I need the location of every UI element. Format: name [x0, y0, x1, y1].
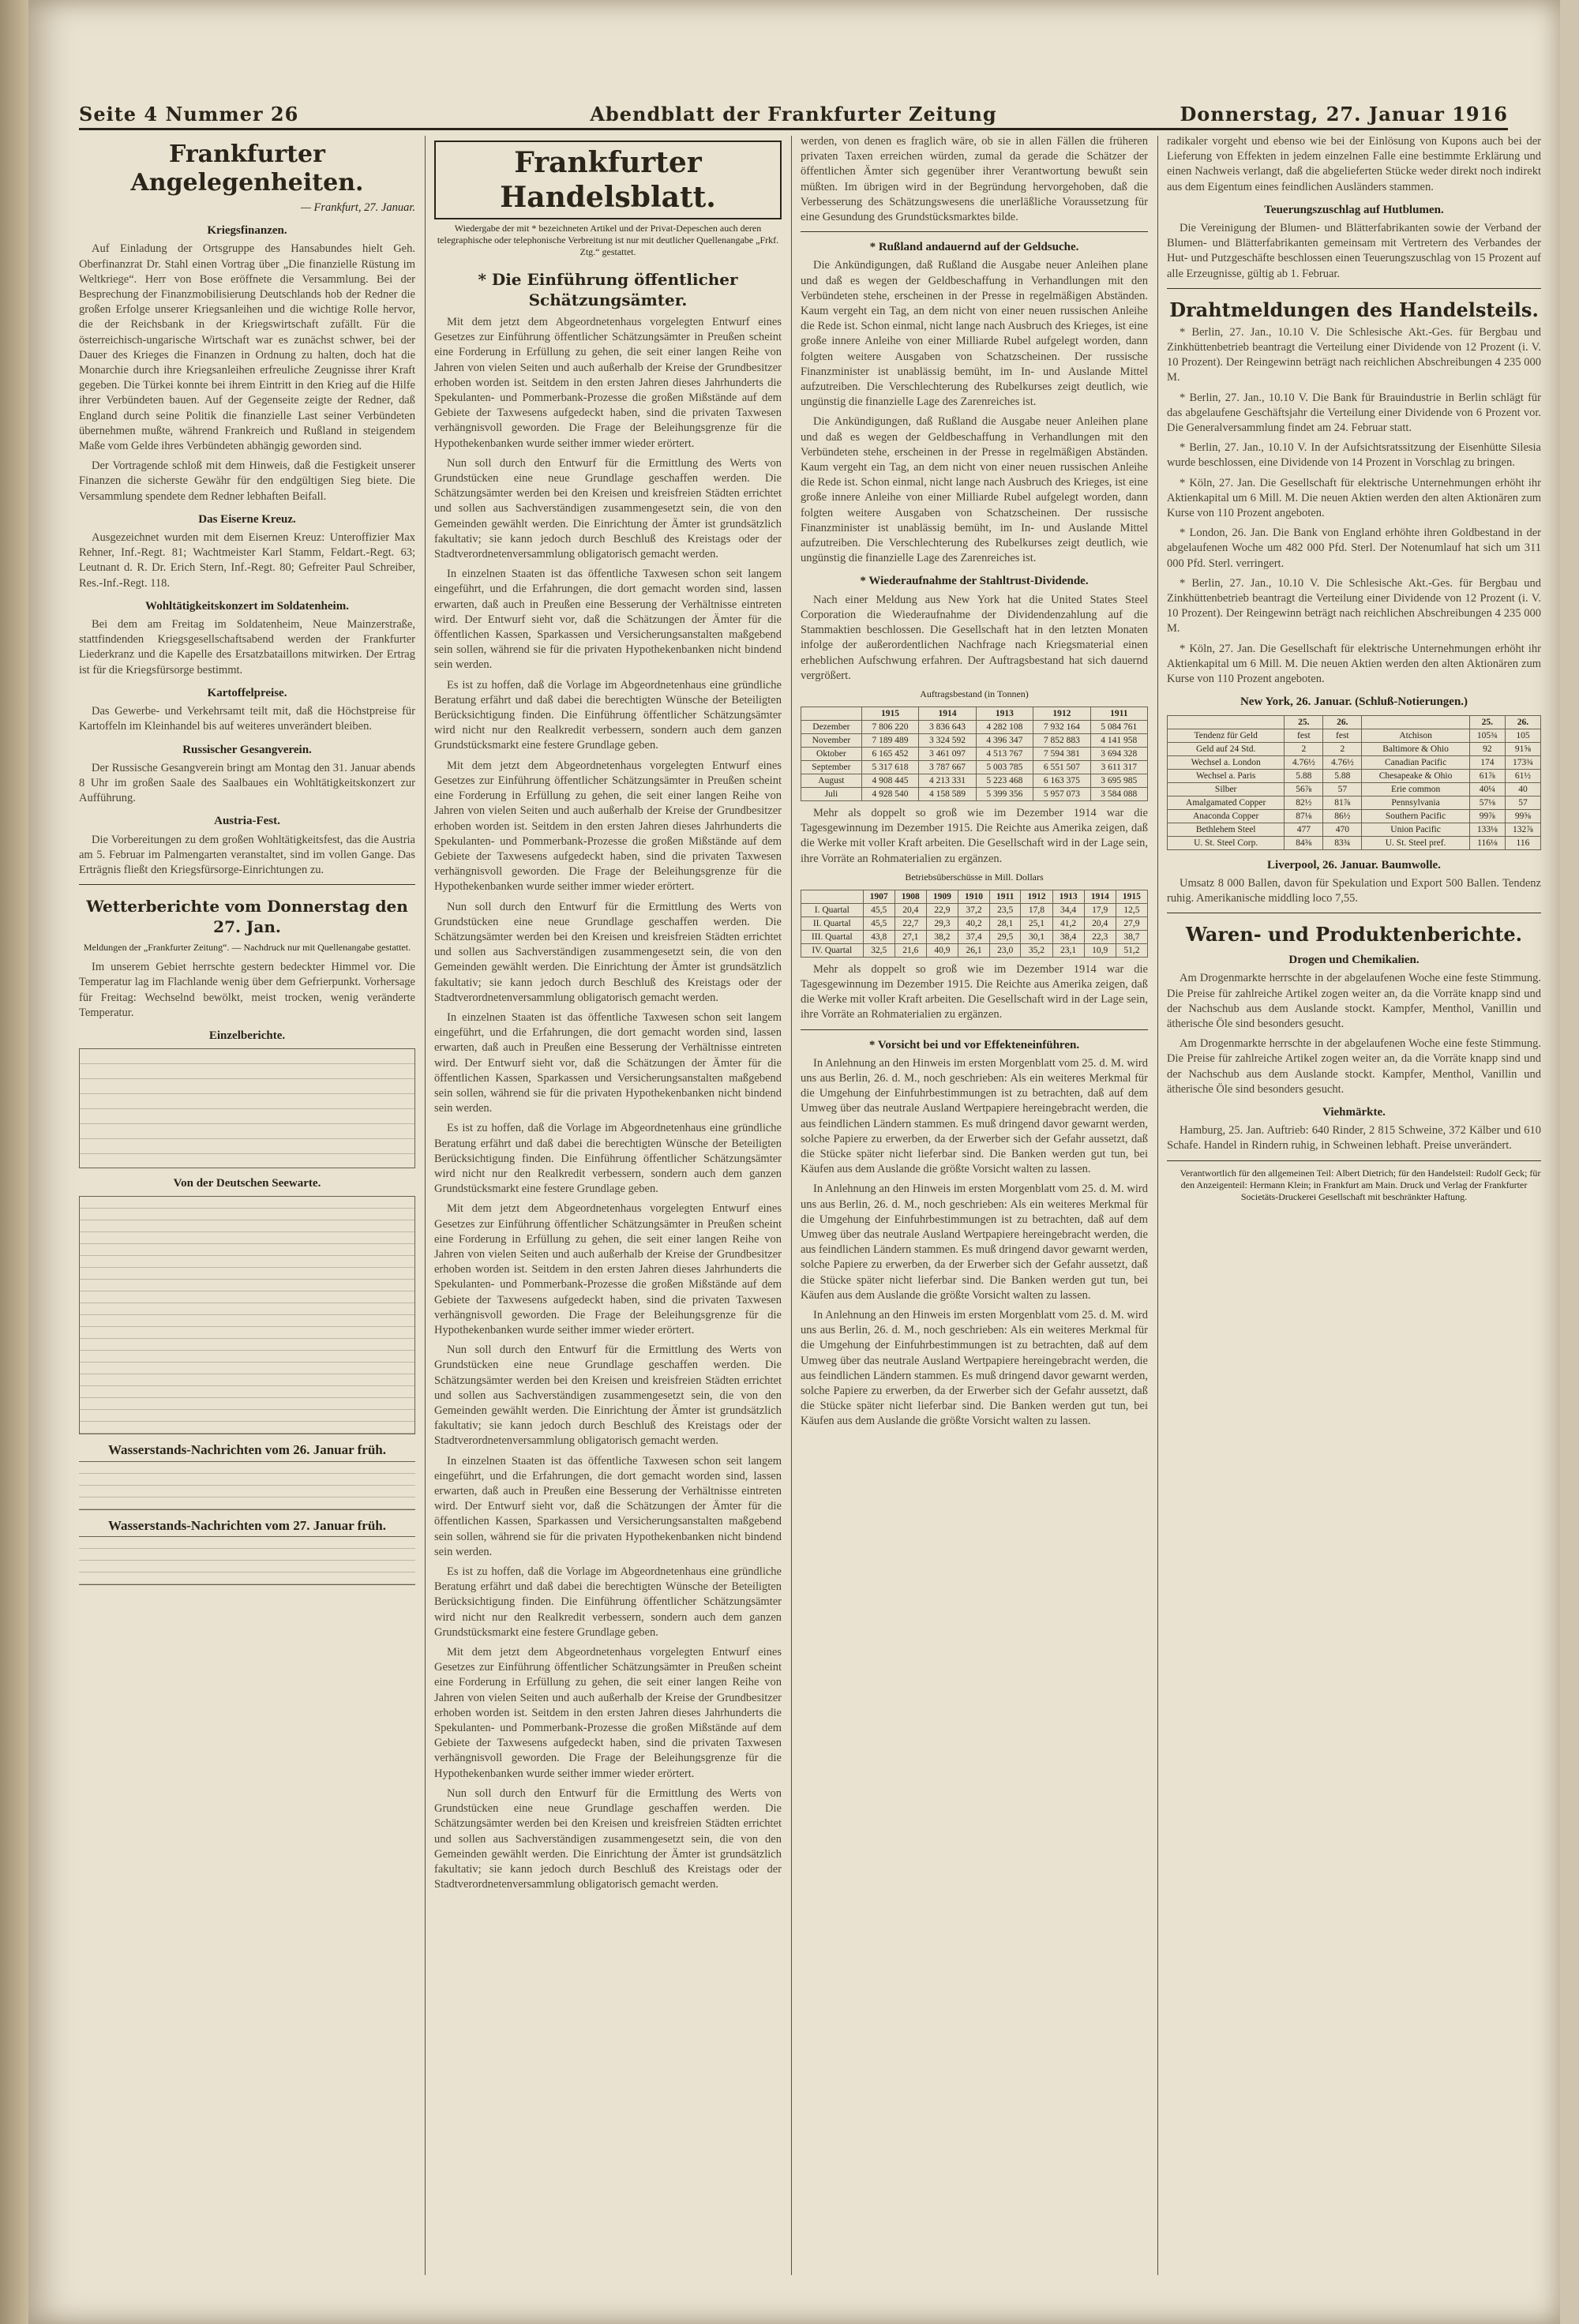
- table-cell: 7 932 164: [1033, 720, 1090, 733]
- article-body: radikaler vorgeht und ebenso wie bei der Einlösung von Kupons auch bei der Lieferung von Effekten in jedem einzelnen Falle eine bestimmte Erklärung und einen Nachweis verlangt, daß die abgelieferten Stücke weder direkt noch indirekt aus dem Eigentum eines feindlichen Ausländers stammen.: [1167, 135, 1541, 193]
- table-cell: 40,9: [926, 943, 958, 957]
- table-cell: U. St. Steel pref.: [1362, 836, 1470, 849]
- quote-row: [1168, 769, 1541, 782]
- table-cell: 6 163 375: [1033, 774, 1090, 787]
- table-cell: 7 806 220: [861, 720, 918, 733]
- table-cell: Oktober: [801, 747, 862, 760]
- heading-drahtmeldungen: Drahtmeldungen des Handelsteils.: [1169, 298, 1539, 321]
- table-cell: 57: [1505, 796, 1540, 809]
- table-cell: 5 317 618: [861, 760, 918, 774]
- table-header-cell: 1912: [1021, 890, 1052, 903]
- page-edge: [0, 0, 28, 2324]
- table2-caption: Betriebsüberschüsse in Mill. Dollars: [905, 871, 1044, 883]
- table-cell: Wechsel a. Paris: [1168, 769, 1285, 782]
- table-cell: 4 158 589: [919, 787, 976, 800]
- heading-russland: * Rußland andauernd auf der Geldsuche.: [869, 241, 1079, 254]
- dateline: — Frankfurt, 27. Januar.: [301, 201, 415, 214]
- table-cell: 26,1: [958, 943, 989, 957]
- header-masthead: Abendblatt der Frankfurter Zeitung: [590, 103, 997, 126]
- weather-table: [79, 1048, 415, 1168]
- heading-einzelberichte: Einzelberichte.: [208, 1029, 286, 1042]
- article-body: Nach einer Meldung aus New York hat die United States Steel Corporation die Wiederaufnahme der Dividendenzahlung auf die Stammaktien beschlossen. Die Gesellschaft hat in den letzten Monaten infolge der außerordentlichen Nachfrage nach Kriegsmaterial einen erheblichen Aufschwung erfahren. Der Auftragsbestand hat sich dauernd vergrößert.: [801, 593, 1148, 682]
- table-header-cell: 25.: [1285, 715, 1323, 729]
- column-local-news: [79, 134, 415, 2281]
- heading-effekteneinfuhr: * Vorsicht bei und vor Effekteneinführen.: [868, 1038, 1080, 1051]
- quote-row: [1168, 823, 1541, 836]
- table-cell: Atchison: [1362, 729, 1470, 742]
- table-cell: 23,0: [990, 943, 1021, 957]
- table-header-cell: 1913: [976, 707, 1033, 720]
- section-title-local: Frankfurter Angelegenheiten.: [130, 141, 364, 197]
- table-cell: 32,5: [863, 943, 895, 957]
- table-cell: 99⅝: [1505, 809, 1540, 823]
- table-cell: 21,6: [895, 943, 926, 957]
- article-body: In Anlehnung an den Hinweis im ersten Morgenblatt vom 25. d. M. wird uns aus Berlin, 26. d. M., noch geschrieben: Als ein weiteres Merkmal für die Umgehung der Einfuhrbestimmungen ist zu betrachten, daß auf dem Umweg über das neutrale Ausland Wertpapiere hereingebracht werden, die aus feindlichen Ländern stammen. Es muß dringend davor gewarnt werden, solche Papiere zu erwerben, da der Erwerber sich der Gefahr aussetzt, daß die Stücke später nicht lieferbar sind. Die Banken werden gut tun, bei Käufen aus dem Auslande die größte Vorsicht walten zu lassen.: [801, 1056, 1148, 1176]
- table-cell: 56⅞: [1285, 782, 1323, 796]
- earnings-row: [801, 943, 1148, 957]
- table-header-cell: 25.: [1469, 715, 1505, 729]
- heading-kriegsfinanzen: Kriegsfinanzen.: [207, 224, 287, 238]
- table-cell: 40,2: [958, 916, 989, 930]
- quote-row: [1168, 729, 1541, 742]
- table-cell: Silber: [1168, 782, 1285, 796]
- article-body: Am Drogenmarkte herrschte in der abgelaufenen Woche eine feste Stimmung. Die Preise für zahlreiche Artikel zogen weiter an, da die Vorräte knapp sind und der Nachschub aus dem Auslande stockt. Kampfer, Menthol, Vanillin und ätherische Öle sind besonders gesucht.: [1167, 972, 1541, 1030]
- column-rule: [425, 136, 426, 2275]
- table-header-cell: 1908: [895, 890, 926, 903]
- quote-row: [1168, 755, 1541, 769]
- table1-caption: Auftragsbestand (in Tonnen): [920, 688, 1029, 699]
- table-cell: 28,1: [990, 916, 1021, 930]
- table-cell: II. Quartal: [801, 916, 864, 930]
- table-header-cell: 26.: [1323, 715, 1362, 729]
- heading-hutblumen: Teuerungszuschlag auf Hutblumen.: [1264, 203, 1444, 216]
- heading-kartoffelpreise: Kartoffelpreise.: [207, 686, 287, 699]
- article-body: In Anlehnung an den Hinweis im ersten Morgenblatt vom 25. d. M. wird uns aus Berlin, 26. d. M., noch geschrieben: Als ein weiteres Merkmal für die Umgehung der Einfuhrbestimmungen ist zu betrachten, daß auf dem Umweg über das neutrale Ausland Wertpapiere hereingebracht werden, die aus feindlichen Ländern stammen. Es muß dringend davor gewarnt werden, solche Papiere zu erwerben, da der Erwerber sich der Gefahr aussetzt, daß die Stücke später nicht lieferbar sind. Die Banken werden gut tun, bei Käufen aus dem Auslande die größte Vorsicht walten zu lassen.: [801, 1308, 1148, 1428]
- quote-row: [1168, 836, 1541, 849]
- wasserstand-table-1: [79, 1461, 415, 1510]
- table-header-cell: 1913: [1052, 890, 1084, 903]
- page-header: [79, 103, 1508, 129]
- telegram: * Berlin, 27. Jan., 10.10 V. In der Aufsichtsratssitzung der Eisenhütte Silesia wurde beschlossen, eine Dividende von 14 Prozent in Vorschlag zu bringen.: [1167, 441, 1541, 470]
- table-cell: 5.88: [1285, 769, 1323, 782]
- table-cell: Bethlehem Steel: [1168, 823, 1285, 836]
- table-cell: Anaconda Copper: [1168, 809, 1285, 823]
- table-cell: 12,5: [1116, 903, 1147, 916]
- heading-eiserne-kreuz: Das Eiserne Kreuz.: [198, 512, 296, 526]
- article-body: Es ist zu hoffen, daß die Vorlage im Abgeordnetenhaus eine gründliche Beratung erfährt und daß dabei die berechtigten Wünsche der Beteiligten Berücksichtigung finden. Die Einführung öffentlicher Schätzungsämter wird nicht nur den Realkredit verbessern, sondern auch dem ganzen Grundstücksmarkt eine festere Grundlage geben.: [434, 678, 782, 752]
- table-cell: 116⅛: [1469, 836, 1505, 849]
- table-cell: 173¾: [1505, 755, 1540, 769]
- table-cell: Geld auf 24 Std.: [1168, 742, 1285, 755]
- column-telegrams: [1167, 134, 1541, 2281]
- table-cell: 5 003 785: [976, 760, 1033, 774]
- article-body: Nun soll durch den Entwurf für die Ermittlung des Werts von Grundstücken eine neue Grundlage geschaffen werden. Die Schätzungsämter werden bei den Kreisen und kreisfreien Städten errichtet und sollen aus Sachverständigen zusammengesetzt sein, die von den Gemeinden gewählt werden. Die Einrichtung der Ämter ist grundsätzlich fakultativ; sie kann jedoch durch Beschluß des Kreistags oder der Stadtverordnetenversammlung obligatorisch gemacht werden.: [434, 900, 782, 1004]
- table-cell: 5 223 468: [976, 774, 1033, 787]
- table-cell: III. Quartal: [801, 930, 864, 943]
- table-cell: 5 399 356: [976, 787, 1033, 800]
- table-cell: 105: [1505, 729, 1540, 742]
- table-cell: 2: [1285, 742, 1323, 755]
- heading-austria-fest: Austria-Fest.: [214, 815, 280, 828]
- orders-table: [801, 707, 1148, 801]
- article-body: In einzelnen Staaten ist das öffentliche Taxwesen schon seit langem eingeführt, und die Erfahrungen, die dort gemacht worden sind, lassen erwarten, daß auch in Preußen eine Besserung der Verhältnisse eintreten wird. Der Entwurf sieht vor, daß die Schätzungen der Ämter für die öffentlichen Kassen, Sparkassen und Versicherungsanstalten maßgebend sein sollen, während sie für die privaten Hypothekenbanken nicht bindend sein werden.: [434, 1454, 782, 1558]
- table-cell: Erie common: [1362, 782, 1470, 796]
- earnings-row: [801, 916, 1148, 930]
- table-cell: 3 324 592: [919, 733, 976, 747]
- table-cell: 57⅛: [1469, 796, 1505, 809]
- orders-row: [801, 787, 1148, 800]
- orders-row: [801, 774, 1148, 787]
- table-cell: 29,3: [926, 916, 958, 930]
- weather-note: Meldungen der „Frankfurter Zeitung“. — Nachdruck nur mit Quellenangabe gestattet.: [83, 942, 411, 954]
- table-cell: 17,8: [1021, 903, 1052, 916]
- table-header-cell: 1910: [958, 890, 989, 903]
- table-cell: 4.76½: [1323, 755, 1362, 769]
- article-body: In einzelnen Staaten ist das öffentliche Taxwesen schon seit langem eingeführt, und die Erfahrungen, die dort gemacht worden sind, lassen erwarten, daß auch in Preußen eine Besserung der Verhältnisse eintreten wird. Der Entwurf sieht vor, daß die Schätzungen der Ämter für die öffentlichen Kassen, Sparkassen und Versicherungsanstalten maßgebend sein sollen, während sie für die privaten Hypothekenbanken nicht bindend sein werden.: [434, 568, 782, 672]
- quote-row: [1168, 742, 1541, 755]
- table-cell: 82½: [1285, 796, 1323, 809]
- table-cell: 92: [1469, 742, 1505, 755]
- header-date: Donnerstag, 27. Januar 1916: [1180, 103, 1508, 126]
- table-cell: 45,5: [863, 903, 895, 916]
- earnings-row: [801, 903, 1148, 916]
- table-cell: 35,2: [1021, 943, 1052, 957]
- table-cell: Chesapeake & Ohio: [1362, 769, 1470, 782]
- table-cell: 29,5: [990, 930, 1021, 943]
- table-header-cell: 1911: [990, 890, 1021, 903]
- article-body: Das Gewerbe- und Verkehrsamt teilt mit, daß die Höchstpreise für Kartoffeln im Kleinhandel bis auf weiteres unverändert bleiben.: [79, 705, 415, 733]
- table-cell: 7 189 489: [861, 733, 918, 747]
- telegram: * Köln, 27. Jan. Die Gesellschaft für elektrische Unternehmungen erhöht ihr Aktienkapital um 6 Mill. M. Die neuen Aktien werden den alten Aktionären zum Kurse von 110 Prozent angeboten.: [1167, 642, 1541, 686]
- table-cell: 22,7: [895, 916, 926, 930]
- table-cell: 27,9: [1116, 916, 1147, 930]
- table-cell: 3 611 317: [1090, 760, 1147, 774]
- table-cell: 477: [1285, 823, 1323, 836]
- divider: [79, 884, 415, 885]
- table-cell: 4 908 445: [861, 774, 918, 787]
- table-cell: 2: [1323, 742, 1362, 755]
- table-cell: 4 213 331: [919, 774, 976, 787]
- table-cell: 61½: [1505, 769, 1540, 782]
- article-body: Auf Einladung der Ortsgruppe des Hansabundes hielt Geh. Oberfinanzrat Dr. Stahl einen Vortrag über „Die finanzielle Rüstung im Weltkriege“. Herr von Bose eröffnete die Versammlung. Bei der Besprechung der Finanzmobilisierung Deutschlands hob der Redner die großen Erfolge unserer Kriegsanleihen und die wichtige Rolle hervor, die der Reichsbank in der Kriegswirtschaft zufällt. Für die österreichisch-ungarische Wirtschaft war es zunächst schwer, bei der Dauer des Krieges die Finanzen in Ordnung zu halten, doch hat die Monarchie durch ihre Kriegsanleihen erfreuliche Zeugnisse ihrer Kraft gegeben. Die Türkei konnte bei ihrem Eintritt in den Krieg auf die Hilfe ihrer Verbündeten bauen. Auf der Gegenseite zeigte der Redner, daß England durch seine Politik die finanzielle Last seiner Verbündeten übernehmen mußte, während Frankreich und Rußland in steigendem Maße vom Gelde ihres Verbündeten abhängig geworden sind.: [79, 242, 415, 453]
- wasserstand-table-2: [79, 1536, 415, 1585]
- table-cell: 37,4: [958, 930, 989, 943]
- heading-gesangverein: Russischer Gesangverein.: [182, 743, 312, 756]
- table-cell: 3 787 667: [919, 760, 976, 774]
- article-title-schaetzungsaemter: * Die Einführung öffentlicher Schätzungsämter.: [478, 270, 738, 309]
- table-cell: 83¾: [1323, 836, 1362, 849]
- table-cell: Southern Pacific: [1362, 809, 1470, 823]
- article-body: Hamburg, 25. Jan. Auftrieb: 640 Rinder, 2 815 Schweine, 372 Kälber und 610 Schafe. Handel in Rindern ruhig, in Schweinen lebhaft. Preise unverändert.: [1167, 1124, 1541, 1153]
- table-cell: 51,2: [1116, 943, 1147, 957]
- table-header-cell: [801, 890, 864, 903]
- table-cell: 4 396 347: [976, 733, 1033, 747]
- table-cell: 43,8: [863, 930, 895, 943]
- table-cell: Wechsel a. London: [1168, 755, 1285, 769]
- table-cell: I. Quartal: [801, 903, 864, 916]
- article-body: In Anlehnung an den Hinweis im ersten Morgenblatt vom 25. d. M. wird uns aus Berlin, 26. d. M., noch geschrieben: Als ein weiteres Merkmal für die Umgehung der Einfuhrbestimmungen ist zu betrachten, daß auf dem Umweg über das neutrale Ausland Wertpapiere hereingebracht werden, die aus feindlichen Ländern stammen. Es muß dringend davor gewarnt werden, solche Papiere zu erwerben, da der Erwerber sich der Gefahr aussetzt, daß die Stücke später nicht lieferbar sind. Die Banken werden gut tun, bei Käufen aus dem Auslande die größte Vorsicht walten zu lassen.: [801, 1183, 1148, 1302]
- newspaper-page: [28, 0, 1560, 2324]
- liverpool-body: Umsatz 8 000 Ballen, davon für Spekulation und Export 500 Ballen. Tendenz ruhig. Amerikanische middling loco 7,55.: [1167, 876, 1541, 905]
- seewarte-table: [79, 1196, 415, 1434]
- heading-weather: Wetterberichte vom Donnerstag den 27. Jan.: [86, 897, 408, 937]
- table-header-cell: 1907: [863, 890, 895, 903]
- article-body: Die Vorbereitungen zu dem großen Wohltätigkeitsfest, das die Austria am 5. Februar im Palmengarten veranstaltet, sind im vollen Gange. Das Erträgnis fließt den Kriegsfürsorge-Einrichtungen zu.: [79, 833, 415, 876]
- table-cell: 20,4: [1084, 916, 1116, 930]
- divider: [801, 1029, 1148, 1030]
- table-header-cell: 1915: [1116, 890, 1147, 903]
- heading-wasserstand-2: Wasserstands-Nachrichten vom 27. Januar früh.: [108, 1517, 386, 1533]
- article-body: Mit dem jetzt dem Abgeordnetenhaus vorgelegten Entwurf eines Gesetzes zur Einführung öffentlicher Schätzungsämter in Preußen scheint eine Forderung in Erfüllung zu gehen, die seit einer langen Reihe von Jahren von vielen Seiten und auch außerhalb der Kreise der Grundbesitzer erhoben worden ist. Seitdem in den ersten Jahren dieses Jahrhunderts die Spekulanten- und Pommerbank-Prozesse die großen Mißstände auf dem Gebiete der Taxwesens aufgedeckt haben, sind die privaten Taxwesen verhängnisvoll geworden. Die Frage der Beleihungsgrenze für die Hypothekenbanken wurde seither immer wieder erörtert.: [434, 759, 782, 894]
- article-body: Mit dem jetzt dem Abgeordnetenhaus vorgelegten Entwurf eines Gesetzes zur Einführung öffentlicher Schätzungsämter in Preußen scheint eine Forderung in Erfüllung zu gehen, die seit einer langen Reihe von Jahren von vielen Seiten und auch außerhalb der Kreise der Grundbesitzer erhoben worden ist. Seitdem in den ersten Jahren dieses Jahrhunderts die Spekulanten- und Pommerbank-Prozesse die großen Mißstände auf dem Gebiete der Taxwesens aufgedeckt haben, sind die privaten Taxwesen verhängnisvoll geworden. Die Frage der Beleihungsgrenze für die Hypothekenbanken wurde seither immer wieder erörtert.: [434, 1646, 782, 1780]
- article-body: Nun soll durch den Entwurf für die Ermittlung des Werts von Grundstücken eine neue Grundlage geschaffen werden. Die Schätzungsämter werden bei den Kreisen und kreisfreien Städten errichtet und sollen aus Sachverständigen zusammengesetzt sein, die von den Gemeinden gewählt werden. Die Einrichtung der Ämter ist grundsätzlich fakultativ; sie kann jedoch durch Beschluß des Kreistags oder der Stadtverordnetenversammlung obligatorisch gemacht werden.: [434, 456, 782, 561]
- reprint-notice: Wiedergabe der mit * bezeichneten Artikel und der Privat-Depeschen auch deren telegraphische oder telephonische Verbreitung ist nur mit deutlicher Quellenangabe „Frkf. Ztg.“ gestattet.: [437, 223, 779, 257]
- article-body: werden, von denen es fraglich wäre, ob sie in allen Fällen die früheren privaten Taxen erreichen würden, zumal da gerade die Schätzer der öffentlichen Ämter sich gegenüber ihrer Verantwortung bewußt sein müßten. Im übrigen wird in der Begründung hervorgehoben, daß die Verbesserung des Schätzungswesens die unerläßliche Voraussetzung für eine Gesundung des Grundstücksmarktes bilde.: [801, 135, 1148, 224]
- table-cell: Amalgamated Copper: [1168, 796, 1285, 809]
- table-cell: 40: [1505, 782, 1540, 796]
- table-cell: 23,5: [990, 903, 1021, 916]
- table-cell: 22,9: [926, 903, 958, 916]
- heading-seewarte: Von der Deutschen Seewarte.: [173, 1177, 321, 1190]
- orders-row: [801, 733, 1148, 747]
- column-rule: [791, 136, 792, 2275]
- table-cell: 27,1: [895, 930, 926, 943]
- column-handelsblatt: [434, 134, 782, 2281]
- table-cell: 470: [1323, 823, 1362, 836]
- article-body: Mehr als doppelt so groß wie im Dezember 1914 war die Tagesgewinnung im Dezember 1915. Die Reichte aus Amerika zeigen, daß die Werke mit voller Kraft arbeiten. Die Gesellschaft wird in der Lage sein, ihre Vorräte an Rohmaterialien zu ergänzen.: [801, 962, 1148, 1021]
- table-header-cell: 1914: [919, 707, 976, 720]
- section-title-handelsblatt: Frankfurter Handelsblatt.: [434, 141, 782, 219]
- article-body: Die Ankündigungen, daß Rußland die Ausgabe neuer Anleihen plane und daß es wegen der Geldbeschaffung in Verhandlungen mit den Verbündeten stehe, erscheinen in der Presse in regelmäßigen Abständen. Kaum vergeht ein Tag, an dem nicht von einer neuen russischen Anleihe die Rede ist. Schon einmal, nicht lange nach Ausbruch des Krieges, ist eine große innere Anleihe von einer Milliarde Rubel aufgelegt worden, dann folgten weitere Ausgaben von Schatzscheinen. Der russische Finanzminister ist unablässig bemüht, im In- und Auslande Mittel aufzutreiben. Die Verschlechterung des Rubelkurses zeigt deutlich, wie ungünstig die finanzielle Lage des Zarenreiches ist.: [801, 415, 1148, 565]
- table-cell: 4.76½: [1285, 755, 1323, 769]
- table-header-cell: [1362, 715, 1470, 729]
- telegram: * Berlin, 27. Jan., 10.10 V. Die Schlesische Akt.-Ges. für Bergbau und Zinkhüttenbetrieb beantragt die Verteilung einer Dividende von 12 Prozent (i. V. 10 Prozent). Der Reingewinn beträgt nach reichlichen Abschreibungen 4 235 000 M.: [1167, 576, 1541, 635]
- table-cell: 25,1: [1021, 916, 1052, 930]
- table-cell: 5 957 073: [1033, 787, 1090, 800]
- orders-row: [801, 747, 1148, 760]
- table-header-cell: [1168, 715, 1285, 729]
- header-page-number: Seite 4 Nummer 26: [79, 103, 299, 126]
- heading-wasserstand-1: Wasserstands-Nachrichten vom 26. Januar früh.: [108, 1442, 386, 1458]
- orders-row: [801, 720, 1148, 733]
- telegram: * Köln, 27. Jan. Die Gesellschaft für elektrische Unternehmungen erhöht ihr Aktienkapital um 6 Mill. M. Die neuen Aktien werden den alten Aktionären zum Kurse von 110 Prozent angeboten.: [1167, 476, 1541, 520]
- table-header-cell: 1914: [1084, 890, 1116, 903]
- header-rule: [79, 128, 1508, 130]
- article-body: Die Vereinigung der Blumen- und Blätterfabrikanten sowie der Verband der Blumen- und Blätterfabrikanten gemeinsam mit Vertretern des Verbandes der Hut- und Putzgeschäfte beschlossen einen Teuerungszuschlag von 15 Prozent auf alle Erzeugnisse, gültig ab 1. Februar.: [1167, 222, 1541, 280]
- article-body: Der Russische Gesangverein bringt am Montag den 31. Januar abends 8 Uhr im großen Saale des Saalbaues ein Wohltätigkeitskonzert zur Aufführung.: [79, 761, 415, 805]
- article-body: Es ist zu hoffen, daß die Vorlage im Abgeordnetenhaus eine gründliche Beratung erfährt und daß dabei die berechtigten Wünsche der Beteiligten Berücksichtigung finden. Die Einführung öffentlicher Schätzungsämter wird nicht nur den Realkredit verbessern, sondern auch dem ganzen Grundstücksmarkt eine festere Grundlage geben.: [434, 1565, 782, 1639]
- table-cell: 7 594 381: [1033, 747, 1090, 760]
- table-cell: Tendenz für Geld: [1168, 729, 1285, 742]
- table-cell: Canadian Pacific: [1362, 755, 1470, 769]
- table-cell: 84⅜: [1285, 836, 1323, 849]
- divider: [1167, 1160, 1541, 1161]
- table-cell: 57: [1323, 782, 1362, 796]
- heading-viehmaerkte: Viehmärkte.: [1322, 1105, 1386, 1119]
- heading-newyork: New York, 26. Januar. (Schluß-Notierungen.): [1240, 695, 1468, 709]
- table-header-cell: 1911: [1090, 707, 1147, 720]
- table-cell: IV. Quartal: [801, 943, 864, 957]
- table-cell: 174: [1469, 755, 1505, 769]
- table-cell: 4 928 540: [861, 787, 918, 800]
- table-cell: 17,9: [1084, 903, 1116, 916]
- table-cell: 10,9: [1084, 943, 1116, 957]
- heading-drogen: Drogen und Chemikalien.: [1288, 954, 1420, 967]
- table-cell: 116: [1505, 836, 1540, 849]
- table-cell: U. St. Steel Corp.: [1168, 836, 1285, 849]
- heading-soldatenheim: Wohltätigkeitskonzert im Soldatenheim.: [145, 599, 349, 613]
- table-cell: 38,2: [926, 930, 958, 943]
- article-body: Ausgezeichnet wurden mit dem Eisernen Kreuz: Unteroffizier Max Rehner, Inf.-Regt. 81; Wachtmeister Karl Stamm, Feldart.-Regt. 63; Leutnant d. R. Dr. Erich Stern, Inf.-Regt. 80; Gefreiter Paul Schreiber, Res.-Inf.-Regt. 118.: [79, 531, 415, 590]
- table-cell: Union Pacific: [1362, 823, 1470, 836]
- table-cell: 81⅞: [1323, 796, 1362, 809]
- table-cell: 3 461 097: [919, 747, 976, 760]
- column-rule: [1157, 136, 1158, 2275]
- table-cell: 45,5: [863, 916, 895, 930]
- table-cell: 4 282 108: [976, 720, 1033, 733]
- table-cell: 6 551 507: [1033, 760, 1090, 774]
- table-header-cell: 1909: [926, 890, 958, 903]
- table-cell: Baltimore & Ohio: [1362, 742, 1470, 755]
- article-body: Nun soll durch den Entwurf für die Ermittlung des Werts von Grundstücken eine neue Grundlage geschaffen werden. Die Schätzungsämter werden bei den Kreisen und kreisfreien Städten errichtet und sollen aus Sachverständigen zusammengesetzt sein, die von den Gemeinden gewählt werden. Die Einrichtung der Ämter ist grundsätzlich fakultativ; sie kann jedoch durch Beschluß des Kreistags oder der Stadtverordnetenversammlung obligatorisch gemacht werden.: [434, 1344, 782, 1448]
- article-body: Am Drogenmarkte herrschte in der abgelaufenen Woche eine feste Stimmung. Die Preise für zahlreiche Artikel zogen weiter an, da die Vorräte knapp sind und der Nachschub aus dem Auslande stockt. Kampfer, Menthol, Vanillin und ätherische Öle sind besonders gesucht.: [1167, 1037, 1541, 1096]
- article-body: Die Ankündigungen, daß Rußland die Ausgabe neuer Anleihen plane und daß es wegen der Geldbeschaffung in Verhandlungen mit den Verbündeten stehe, erscheinen in der Presse in regelmäßigen Abständen. Kaum vergeht ein Tag, an dem nicht von einer neuen russischen Anleihe die Rede ist. Schon einmal, nicht lange nach Ausbruch des Krieges, ist eine große innere Anleihe von einer Milliarde Rubel aufgelegt worden, dann folgten weitere Ausgaben von Schatzscheinen. Der russische Finanzminister ist unablässig bemüht, im In- und Auslande Mittel aufzutreiben. Die Verschlechterung des Rubelkurses zeigt deutlich, wie ungünstig die finanzielle Lage des Zarenreiches ist.: [801, 259, 1148, 409]
- table-cell: 30,1: [1021, 930, 1052, 943]
- table-cell: 40¼: [1469, 782, 1505, 796]
- table-header-cell: 1915: [861, 707, 918, 720]
- table-cell: 132⅞: [1505, 823, 1540, 836]
- table-cell: September: [801, 760, 862, 774]
- article-body: Mit dem jetzt dem Abgeordnetenhaus vorgelegten Entwurf eines Gesetzes zur Einführung öffentlicher Schätzungsämter in Preußen scheint eine Forderung in Erfüllung zu gehen, die seit einer langen Reihe von Jahren von vielen Seiten und auch außerhalb der Kreise der Grundbesitzer erhoben worden ist. Seitdem in den ersten Jahren dieses Jahrhunderts die Spekulanten- und Pommerbank-Prozesse die großen Mißstände auf dem Gebiete der Taxwesens aufgedeckt haben, sind die privaten Taxwesen verhängnisvoll geworden. Die Frage der Beleihungsgrenze für die Hypothekenbanken wurde seither immer wieder erörtert.: [434, 316, 782, 450]
- divider: [801, 231, 1148, 232]
- table-cell: Juli: [801, 787, 862, 800]
- table-header-cell: 1912: [1033, 707, 1090, 720]
- table-cell: 7 852 883: [1033, 733, 1090, 747]
- table-cell: November: [801, 733, 862, 747]
- table-header-cell: [801, 707, 862, 720]
- article-body: Bei dem am Freitag im Soldatenheim, Neue Mainzerstraße, stattfindenden Kriegsgesellschaftsabend werden der Frankfurter Liederkranz und die Kapelle des Ersatzbataillons mitwirken. Der Ertrag ist für die Kriegsfürsorge bestimmt.: [79, 618, 415, 677]
- divider: [1167, 288, 1541, 289]
- table-cell: 5 084 761: [1090, 720, 1147, 733]
- table-cell: 87⅛: [1285, 809, 1323, 823]
- table-cell: 3 584 088: [1090, 787, 1147, 800]
- table-cell: 99⅞: [1469, 809, 1505, 823]
- earnings-table: [801, 890, 1148, 958]
- heading-stahltrust: * Wiederaufnahme der Stahltrust-Dividende.: [860, 575, 1089, 588]
- table-cell: 91⅝: [1505, 742, 1540, 755]
- table-cell: Pennsylvania: [1362, 796, 1470, 809]
- table-cell: 37,2: [958, 903, 989, 916]
- telegram: * Berlin, 27. Jan., 10.10 V. Die Schlesische Akt.-Ges. für Bergbau und Zinkhüttenbetrieb beantragt die Verteilung einer Dividende von 12 Prozent (i. V. 10 Prozent). Der Reingewinn beträgt nach reichlichen Abschreibungen 4 235 000 M.: [1167, 325, 1541, 384]
- telegram: * Berlin, 27. Jan., 10.10 V. Die Bank für Brauindustrie in Berlin schlägt für das abgelaufene Geschäftsjahr die Verteilung einer Dividende von 6 Prozent vor. Die Generalversammlung findet am 24. Februar statt.: [1167, 391, 1541, 435]
- table-cell: 38,4: [1052, 930, 1084, 943]
- table-cell: 86½: [1323, 809, 1362, 823]
- table-header-cell: 26.: [1505, 715, 1540, 729]
- heading-liverpool: Liverpool, 26. Januar. Baumwolle.: [1267, 858, 1441, 872]
- heading-warenberichte: Waren- und Produktenberichte.: [1185, 923, 1523, 946]
- article-body: Nun soll durch den Entwurf für die Ermittlung des Werts von Grundstücken eine neue Grundlage geschaffen werden. Die Schätzungsämter werden bei den Kreisen und kreisfreien Städten errichtet und sollen aus Sachverständigen zusammengesetzt sein, die von den Gemeinden gewählt werden. Die Einrichtung der Ämter ist grundsätzlich fakultativ; sie kann jedoch durch Beschluß des Kreistags oder der Stadtverordnetenversammlung obligatorisch gemacht werden.: [434, 1786, 782, 1891]
- article-body: Es ist zu hoffen, daß die Vorlage im Abgeordnetenhaus eine gründliche Beratung erfährt und daß dabei die berechtigten Wünsche der Beteiligten Berücksichtigung finden. Die Einführung öffentlicher Schätzungsämter wird nicht nur den Realkredit verbessern, sondern auch dem ganzen Grundstücksmarkt eine festere Grundlage geben.: [434, 1122, 782, 1196]
- quote-row: [1168, 809, 1541, 823]
- table-cell: 4 141 958: [1090, 733, 1147, 747]
- table-cell: 34,4: [1052, 903, 1084, 916]
- quote-row: [1168, 796, 1541, 809]
- table-cell: Dezember: [801, 720, 862, 733]
- table-cell: fest: [1285, 729, 1323, 742]
- table-cell: 23,1: [1052, 943, 1084, 957]
- newyork-quotes-table: [1167, 715, 1541, 850]
- table-cell: August: [801, 774, 862, 787]
- article-body: In einzelnen Staaten ist das öffentliche Taxwesen schon seit langem eingeführt, und die Erfahrungen, die dort gemacht worden sind, lassen erwarten, daß auch in Preußen eine Besserung der Verhältnisse eintreten wird. Der Entwurf sieht vor, daß die Schätzungen der Ämter für die öffentlichen Kassen, Sparkassen und Versicherungsanstalten maßgebend sein sollen, während sie für die privaten Hypothekenbanken nicht bindend sein werden.: [434, 1010, 782, 1115]
- table-cell: 38,7: [1116, 930, 1147, 943]
- column-economy: [801, 134, 1148, 2281]
- table-cell: 61⅞: [1469, 769, 1505, 782]
- table-cell: 3 694 328: [1090, 747, 1147, 760]
- article-body: Der Vortragende schloß mit dem Hinweis, daß die Festigkeit unserer Finanzen die sicherste Gewähr für den endgültigen Sieg biete. Die Versammlung spendete dem Redner lebhaften Beifall.: [79, 459, 415, 503]
- table-cell: 105¾: [1469, 729, 1505, 742]
- table-cell: 4 513 767: [976, 747, 1033, 760]
- table-cell: 133⅛: [1469, 823, 1505, 836]
- article-body: Mehr als doppelt so groß wie im Dezember 1914 war die Tagesgewinnung im Dezember 1915. Die Reichte aus Amerika zeigen, daß die Werke mit voller Kraft arbeiten. Die Gesellschaft wird in der Lage sein, ihre Vorräte an Rohmaterialien zu ergänzen.: [801, 806, 1148, 865]
- table-cell: 3 836 643: [919, 720, 976, 733]
- imprint: Verantwortlich für den allgemeinen Teil: Albert Dietrich; für den Handelsteil: Rudolf Geck; für den Anzeigenteil: Hermann Klein; in Frankfurt am Main. Druck und Verlag der Frankfurter Societäts-Druckerei Gesellschaft mit beschränkter Haftung.: [1180, 1167, 1541, 1202]
- table-cell: 3 695 985: [1090, 774, 1147, 787]
- table-cell: 6 165 452: [861, 747, 918, 760]
- quote-row: [1168, 782, 1541, 796]
- weather-body: Im unserem Gebiet herrschte gestern bedeckter Himmel vor. Die Temperatur lag im Flachlande wenig über dem Gefrierpunkt. Vorhersage für Freitag: Wechselnd bewölkt, meist trocken, wenig veränderte Temperatur.: [79, 961, 415, 1019]
- table-cell: 41,2: [1052, 916, 1084, 930]
- table-cell: 20,4: [895, 903, 926, 916]
- article-body: Mit dem jetzt dem Abgeordnetenhaus vorgelegten Entwurf eines Gesetzes zur Einführung öffentlicher Schätzungsämter in Preußen scheint eine Forderung in Erfüllung zu gehen, die seit einer langen Reihe von Jahren von vielen Seiten und auch außerhalb der Kreise der Grundbesitzer erhoben worden ist. Seitdem in den ersten Jahren dieses Jahrhunderts die Spekulanten- und Pommerbank-Prozesse die großen Mißstände auf dem Gebiete der Taxwesens aufgedeckt haben, sind die privaten Taxwesen verhängnisvoll geworden. Die Frage der Beleihungsgrenze für die Hypothekenbanken wurde seither immer wieder erörtert.: [434, 1202, 782, 1336]
- table-cell: 22,3: [1084, 930, 1116, 943]
- table-cell: fest: [1323, 729, 1362, 742]
- table-cell: 5.88: [1323, 769, 1362, 782]
- orders-row: [801, 760, 1148, 774]
- earnings-row: [801, 930, 1148, 943]
- telegram: * London, 26. Jan. Die Bank von England erhöhte ihren Goldbestand in der abgelaufenen Woche um 482 000 Pfd. Sterl. Der Notenumlauf hat sich um 311 000 Pfd. Sterl. verringert.: [1167, 527, 1541, 570]
